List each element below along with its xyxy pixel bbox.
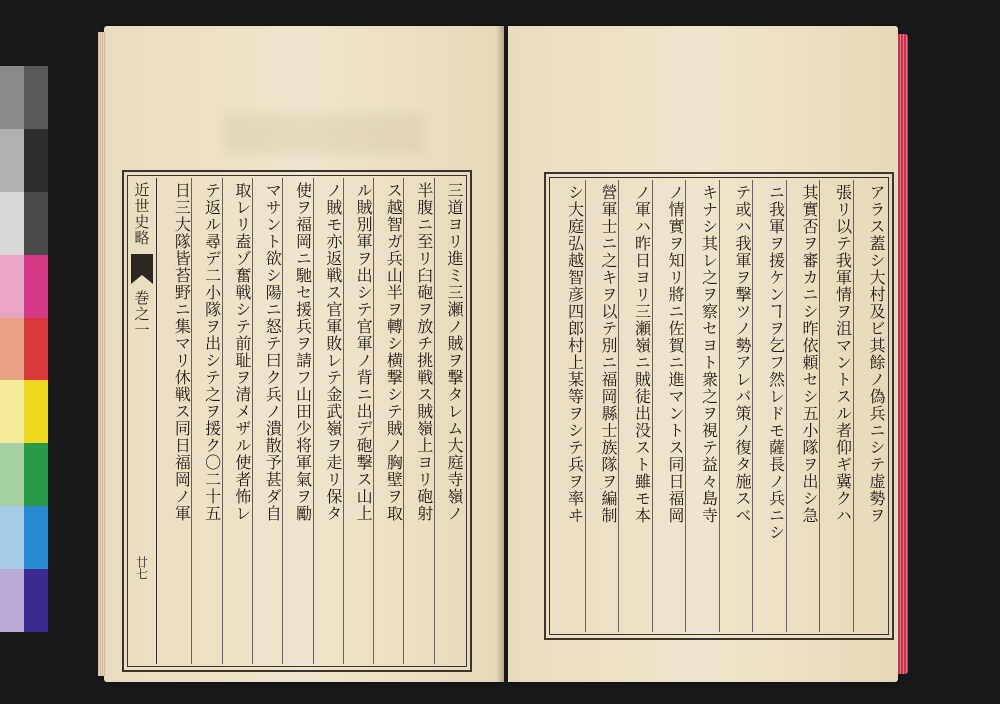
color-swatch	[0, 192, 24, 255]
text-column: 張リ以テ我軍情ヲ沮マントスル者仰ギ冀クハ	[819, 180, 853, 632]
color-swatch	[24, 66, 48, 129]
text-column: マサント欲シ陽ニ怒テ曰ク兵ノ潰散予甚ダ自	[252, 178, 282, 664]
color-swatch	[24, 255, 48, 318]
paper-stain	[224, 114, 424, 154]
text-column: 營軍士ニ之キヲ以テ別ニ福岡縣士族隊ヲ編制	[585, 180, 619, 632]
book-title: 近世史略	[132, 182, 151, 246]
left-page	[104, 26, 504, 682]
text-column: 其實否ヲ審カニシ昨依頼セシ五小隊ヲ出シ急	[786, 180, 820, 632]
text-column: 使ヲ福岡ニ馳セ援兵ヲ請フ山田少将軍氣ヲ勵	[282, 178, 312, 664]
color-swatch	[24, 318, 48, 381]
color-swatch	[24, 506, 48, 569]
color-swatch	[24, 129, 48, 192]
text-column: ル賊別軍ヲ出シテ官軍ノ背ニ出デ砲撃ス山上	[343, 178, 373, 664]
right-text-columns	[552, 180, 886, 632]
volume-label: 巻之一	[132, 290, 151, 338]
swatch-row	[0, 506, 48, 569]
swatch-row	[0, 192, 48, 255]
color-swatch	[24, 569, 48, 632]
swatch-row	[0, 129, 48, 192]
fishtail-mark-icon	[131, 254, 153, 284]
text-column: テ返ル尋デ二小隊ヲ出シテ之ヲ援ク〇二十五	[191, 178, 221, 664]
swatch-row	[0, 380, 48, 443]
right-text-frame	[544, 172, 894, 640]
text-column: 日三大隊皆苔野ニ集マリ休戦ス同日福岡ノ軍	[172, 182, 192, 522]
text-column: ノ賊モ亦返戦ス官軍敗レテ金武嶺ヲ走リ保タ	[313, 178, 343, 664]
text-column: テ或ハ我軍ヲ撃ツノ勢アレバ策ノ復タ施スベ	[719, 180, 753, 632]
swatch-row	[0, 66, 48, 129]
swatch-row	[0, 443, 48, 506]
text-column: アラス蓋シ大村及ビ其餘ノ偽兵ニシテ虚勢ヲ	[853, 180, 887, 632]
right-page	[508, 26, 898, 682]
text-column: 半腹ニ至リ臼砲ヲ放チ挑戦ス賊嶺上ヨリ砲射	[403, 178, 433, 664]
text-column: 三道ヨリ進ミ三瀬ノ賊ヲ撃タレム大庭寺嶺ノ	[434, 178, 464, 664]
color-swatch	[0, 443, 24, 506]
margin-header	[128, 178, 157, 664]
left-text-columns	[162, 178, 464, 664]
page-edge-stack	[98, 32, 106, 676]
color-swatch	[0, 318, 24, 381]
text-column: キナシ其レ之ヲ察セヨト衆之ヲ視テ益々島寺	[685, 180, 719, 632]
color-swatch	[24, 380, 48, 443]
color-swatch	[24, 443, 48, 506]
text-column: ノ情實ヲ知リ將ニ佐賀ニ進マントス同日福岡	[652, 180, 686, 632]
red-page-edge	[898, 34, 908, 674]
color-swatch	[24, 192, 48, 255]
text-column: ニ我軍ヲ援ケンヿヲ乞フ然レドモ薩長ノ兵ニシ	[752, 180, 786, 632]
color-swatch	[0, 380, 24, 443]
swatch-row	[0, 318, 48, 381]
color-swatch	[0, 129, 24, 192]
color-calibration-strip	[0, 66, 48, 632]
text-column: シ大庭弘越智彦四郎村上某等ヲシテ兵ヲ率ヰ	[565, 184, 585, 524]
open-book	[104, 26, 912, 682]
text-column: 取レリ盍ゾ奮戦シテ前耻ヲ清メザル使者怖レ	[222, 178, 252, 664]
page-number: 廿七	[134, 556, 149, 580]
color-swatch	[0, 506, 24, 569]
swatch-row	[0, 569, 48, 632]
color-swatch	[0, 66, 24, 129]
swatch-row	[0, 255, 48, 318]
text-column: ス越智ガ兵山半ヲ轉シ横撃シテ賊ノ胸壁ヲ取	[373, 178, 403, 664]
text-column: ノ軍ハ昨日ヨリ三瀬嶺ニ賊徒出没スト雖モ本	[618, 180, 652, 632]
left-text-frame	[122, 170, 472, 672]
color-swatch	[0, 569, 24, 632]
color-swatch	[0, 255, 24, 318]
